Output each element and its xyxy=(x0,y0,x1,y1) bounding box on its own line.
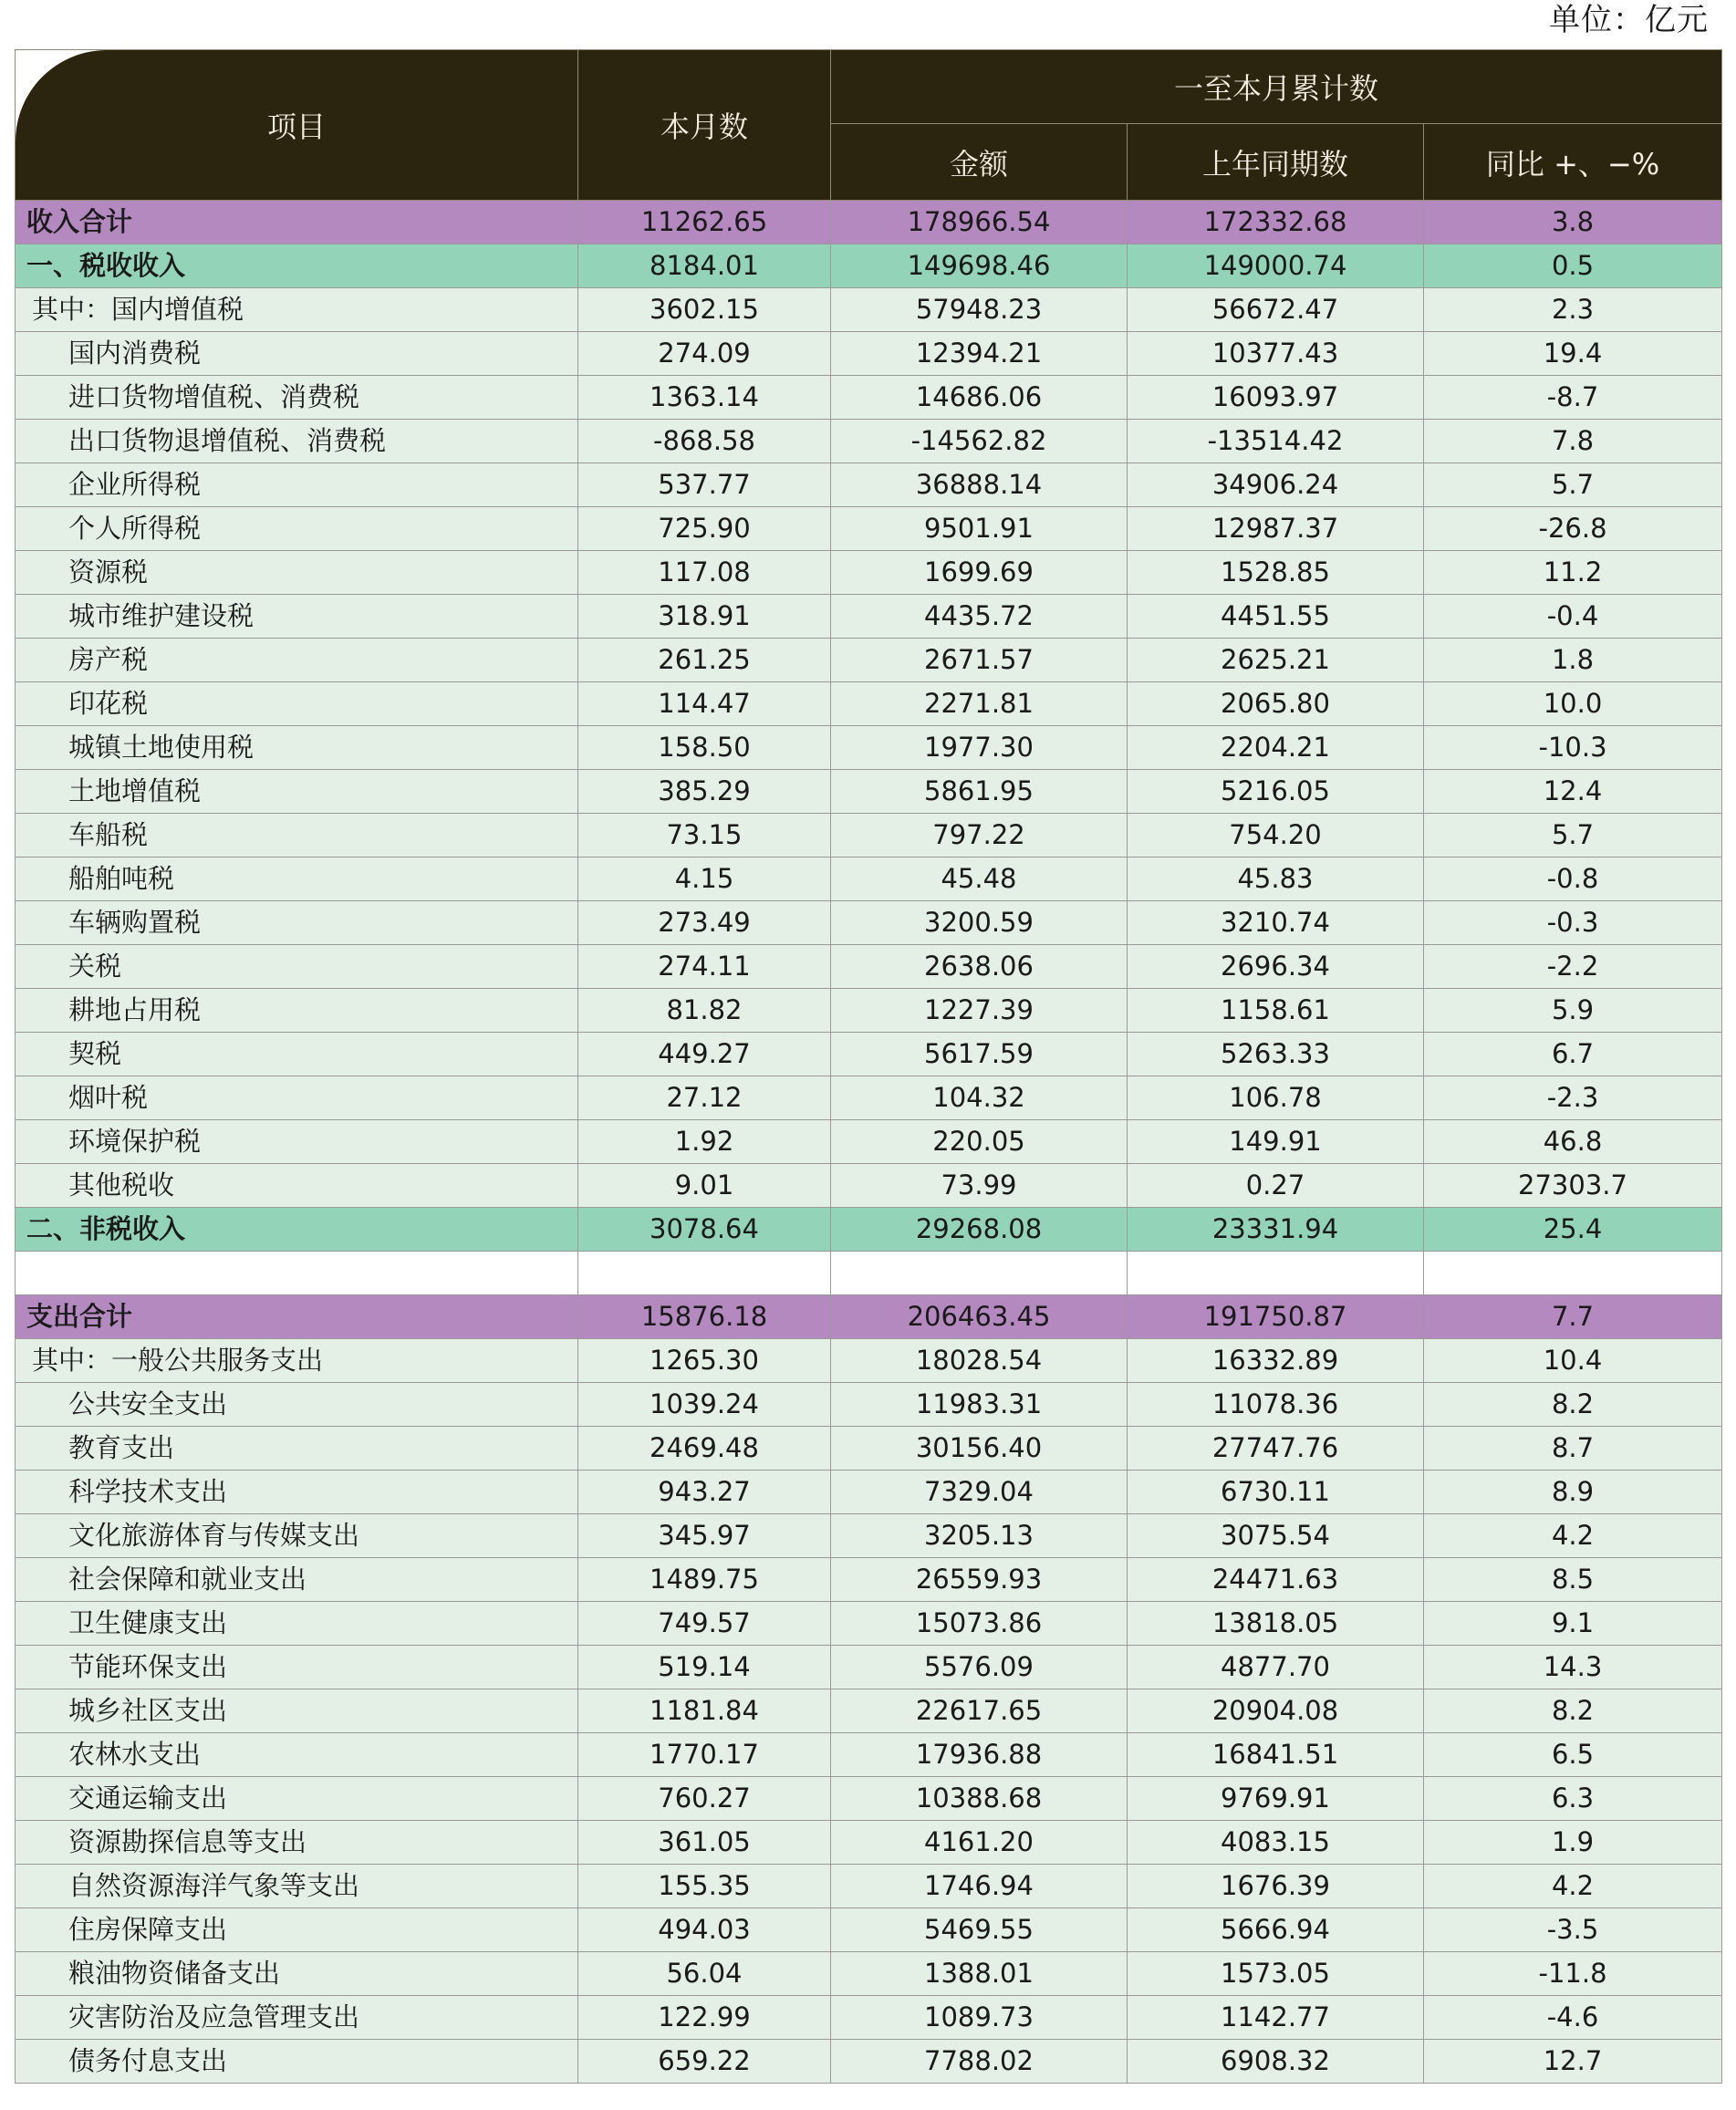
tax-item-row xyxy=(16,376,1722,420)
cell-last-year: 23331.94 xyxy=(1128,1208,1424,1252)
cell-yoy: 25.4 xyxy=(1424,1208,1722,1252)
cell-last-year: 1573.05 xyxy=(1128,1952,1424,1996)
table-body xyxy=(16,201,1722,2084)
row-name: 自然资源海洋气象等支出 xyxy=(16,1865,578,1908)
tax-item-row xyxy=(16,682,1722,726)
cell-last-year: 191750.87 xyxy=(1128,1295,1424,1339)
row-name: 国内消费税 xyxy=(16,332,578,376)
cell-last-year: 3210.74 xyxy=(1128,901,1424,945)
cell-last-year: 149.91 xyxy=(1128,1120,1424,1164)
cell-month: 519.14 xyxy=(578,1646,831,1689)
cell-month: 73.15 xyxy=(578,814,831,858)
expenditure-item-row xyxy=(16,1602,1722,1646)
cell-month: 760.27 xyxy=(578,1777,831,1821)
cell-yoy: -2.3 xyxy=(1424,1076,1722,1120)
row-name: 交通运输支出 xyxy=(16,1777,578,1821)
cell-yoy: 8.9 xyxy=(1424,1471,1722,1514)
cell-month: 4.15 xyxy=(578,858,831,901)
cell-month: 318.91 xyxy=(578,595,831,639)
cell-last-year: 16093.97 xyxy=(1128,376,1424,420)
cell-amount: 2638.06 xyxy=(831,945,1128,989)
cell-month: 749.57 xyxy=(578,1602,831,1646)
cell-amount: 797.22 xyxy=(831,814,1128,858)
cell-month: 274.09 xyxy=(578,332,831,376)
table-header xyxy=(16,50,1722,201)
cell-last-year: 1142.77 xyxy=(1128,1996,1424,2040)
expenditure-item-row xyxy=(16,1689,1722,1733)
cell-amount: -14562.82 xyxy=(831,420,1128,463)
cell-last-year: 1158.61 xyxy=(1128,989,1424,1033)
cell-last-year: 34906.24 xyxy=(1128,463,1424,507)
cell-amount: 7329.04 xyxy=(831,1471,1128,1514)
cell-month: -868.58 xyxy=(578,420,831,463)
cell-amount: 5469.55 xyxy=(831,1908,1128,1952)
row-name: 契税 xyxy=(16,1033,578,1076)
cell-yoy: -8.7 xyxy=(1424,376,1722,420)
row-name: 科学技术支出 xyxy=(16,1471,578,1514)
cell-yoy: 6.5 xyxy=(1424,1733,1722,1777)
cell-amount: 36888.14 xyxy=(831,463,1128,507)
cell-yoy: 8.2 xyxy=(1424,1383,1722,1427)
tax-item-row xyxy=(16,1033,1722,1076)
cell-month: 11262.65 xyxy=(578,201,831,244)
cell-month: 274.11 xyxy=(578,945,831,989)
tax-item-row xyxy=(16,1076,1722,1120)
cell-last-year: 106.78 xyxy=(1128,1076,1424,1120)
cell-yoy: 4.2 xyxy=(1424,1865,1722,1908)
cell-month: 1489.75 xyxy=(578,1558,831,1602)
cell-last-year: 24471.63 xyxy=(1128,1558,1424,1602)
expenditure-item-row xyxy=(16,1427,1722,1471)
expenditure-item-row xyxy=(16,2040,1722,2084)
expenditure-item-row xyxy=(16,1908,1722,1952)
expenditure-item-row xyxy=(16,1821,1722,1865)
cell-amount: 206463.45 xyxy=(831,1295,1128,1339)
tax-item-row xyxy=(16,945,1722,989)
cell-month: 345.97 xyxy=(578,1514,831,1558)
row-name: 烟叶税 xyxy=(16,1076,578,1120)
cell-yoy: 5.7 xyxy=(1424,463,1722,507)
row-name: 其他税收 xyxy=(16,1164,578,1208)
row-name: 个人所得税 xyxy=(16,507,578,551)
cell-amount: 3205.13 xyxy=(831,1514,1128,1558)
row-name: 其中：国内增值税 xyxy=(16,288,578,332)
cell-last-year: 2204.21 xyxy=(1128,726,1424,770)
cell-last-year: 149000.74 xyxy=(1128,244,1424,288)
row-name: 二、非税收入 xyxy=(16,1208,578,1252)
row-name: 支出合计 xyxy=(16,1295,578,1339)
tax-item-row xyxy=(16,288,1722,332)
cell-month: 1039.24 xyxy=(578,1383,831,1427)
cell-last-year: 2625.21 xyxy=(1128,639,1424,682)
cell-month: 1363.14 xyxy=(578,376,831,420)
cell-yoy: 5.7 xyxy=(1424,814,1722,858)
row-name: 企业所得税 xyxy=(16,463,578,507)
cell-yoy: 7.8 xyxy=(1424,420,1722,463)
cell-month: 725.90 xyxy=(578,507,831,551)
header-item: 项目 xyxy=(16,50,578,201)
unit-label: 单位：亿元 xyxy=(1549,2,1709,38)
cell-last-year: 5666.94 xyxy=(1128,1908,1424,1952)
cell-last-year: -13514.42 xyxy=(1128,420,1424,463)
cell-last-year: 1676.39 xyxy=(1128,1865,1424,1908)
cell-last-year: 6908.32 xyxy=(1128,2040,1424,2084)
cell-amount: 149698.46 xyxy=(831,244,1128,288)
cell-amount: 17936.88 xyxy=(831,1733,1128,1777)
cell-yoy: 46.8 xyxy=(1424,1120,1722,1164)
cell-amount: 1977.30 xyxy=(831,726,1128,770)
expenditure-item-row xyxy=(16,1646,1722,1689)
cell-last-year: 4083.15 xyxy=(1128,1821,1424,1865)
revenue-total-row xyxy=(16,201,1722,244)
cell-yoy: 2.3 xyxy=(1424,288,1722,332)
cell-amount: 2671.57 xyxy=(831,639,1128,682)
row-name: 其中：一般公共服务支出 xyxy=(16,1339,578,1383)
tax-item-row xyxy=(16,332,1722,376)
cell-amount: 1388.01 xyxy=(831,1952,1128,1996)
cell-last-year: 1528.85 xyxy=(1128,551,1424,595)
cell-yoy: 10.4 xyxy=(1424,1339,1722,1383)
row-name: 房产税 xyxy=(16,639,578,682)
cell-month: 2469.48 xyxy=(578,1427,831,1471)
cell-amount: 220.05 xyxy=(831,1120,1128,1164)
expenditure-total-row xyxy=(16,1295,1722,1339)
cell-last-year: 45.83 xyxy=(1128,858,1424,901)
tax-item-row xyxy=(16,551,1722,595)
cell-amount: 1089.73 xyxy=(831,1996,1128,2040)
cell-yoy: 8.2 xyxy=(1424,1689,1722,1733)
cell-last-year: 10377.43 xyxy=(1128,332,1424,376)
cell-last-year: 20904.08 xyxy=(1128,1689,1424,1733)
expenditure-item-row xyxy=(16,1558,1722,1602)
row-name: 住房保障支出 xyxy=(16,1908,578,1952)
cell-month: 1.92 xyxy=(578,1120,831,1164)
header-this-month: 本月数 xyxy=(578,50,831,201)
nontax-revenue-row xyxy=(16,1208,1722,1252)
tax-item-row xyxy=(16,858,1722,901)
cell-amount: 3200.59 xyxy=(831,901,1128,945)
row-name: 债务付息支出 xyxy=(16,2040,578,2084)
cell-last-year: 4451.55 xyxy=(1128,595,1424,639)
blank-separator-row xyxy=(16,1252,1722,1295)
cell-month: 1265.30 xyxy=(578,1339,831,1383)
cell-yoy: -0.8 xyxy=(1424,858,1722,901)
cell-month: 3602.15 xyxy=(578,288,831,332)
cell-last-year: 6730.11 xyxy=(1128,1471,1424,1514)
cell-amount: 104.32 xyxy=(831,1076,1128,1120)
cell-month: 15876.18 xyxy=(578,1295,831,1339)
cell-month: 9.01 xyxy=(578,1164,831,1208)
expenditure-item-row xyxy=(16,1996,1722,2040)
row-name: 粮油物资储备支出 xyxy=(16,1952,578,1996)
cell-month: 122.99 xyxy=(578,1996,831,2040)
cell-month: 273.49 xyxy=(578,901,831,945)
cell-last-year: 12987.37 xyxy=(1128,507,1424,551)
cell-last-year: 0.27 xyxy=(1128,1164,1424,1208)
cell-amount: 9501.91 xyxy=(831,507,1128,551)
cell-yoy: 1.9 xyxy=(1424,1821,1722,1865)
cell-last-year: 754.20 xyxy=(1128,814,1424,858)
cell-amount: 1227.39 xyxy=(831,989,1128,1033)
header-amount: 金额 xyxy=(831,124,1128,201)
cell-yoy: -10.3 xyxy=(1424,726,1722,770)
row-name: 城市维护建设税 xyxy=(16,595,578,639)
cell-yoy: 12.7 xyxy=(1424,2040,1722,2084)
tax-item-row xyxy=(16,507,1722,551)
cell-last-year: 4877.70 xyxy=(1128,1646,1424,1689)
row-name: 车辆购置税 xyxy=(16,901,578,945)
cell-last-year: 16332.89 xyxy=(1128,1339,1424,1383)
cell-month: 27.12 xyxy=(578,1076,831,1120)
row-name: 出口货物退增值税、消费税 xyxy=(16,420,578,463)
cell-yoy: 1.8 xyxy=(1424,639,1722,682)
cell-last-year: 16841.51 xyxy=(1128,1733,1424,1777)
tax-item-row xyxy=(16,1120,1722,1164)
cell-yoy: 27303.7 xyxy=(1424,1164,1722,1208)
cell-month: 943.27 xyxy=(578,1471,831,1514)
cell-last-year: 9769.91 xyxy=(1128,1777,1424,1821)
cell-amount: 10388.68 xyxy=(831,1777,1128,1821)
cell-amount: 14686.06 xyxy=(831,376,1128,420)
cell-amount: 18028.54 xyxy=(831,1339,1128,1383)
expenditure-item-row xyxy=(16,1952,1722,1996)
cell-amount: 15073.86 xyxy=(831,1602,1128,1646)
expenditure-item-row xyxy=(16,1383,1722,1427)
expenditure-item-row xyxy=(16,1865,1722,1908)
tax-item-row xyxy=(16,639,1722,682)
cell-amount: 5861.95 xyxy=(831,770,1128,814)
row-name: 卫生健康支出 xyxy=(16,1602,578,1646)
cell-month: 56.04 xyxy=(578,1952,831,1996)
expenditure-item-row xyxy=(16,1514,1722,1558)
cell-yoy: -2.2 xyxy=(1424,945,1722,989)
cell-yoy: 6.3 xyxy=(1424,1777,1722,1821)
row-name: 城镇土地使用税 xyxy=(16,726,578,770)
row-name: 资源勘探信息等支出 xyxy=(16,1821,578,1865)
tax-item-row xyxy=(16,1164,1722,1208)
header-yoy: 同比 +、−% xyxy=(1424,124,1722,201)
cell-amount: 5576.09 xyxy=(831,1646,1128,1689)
cell-last-year: 56672.47 xyxy=(1128,288,1424,332)
header-cumulative: 一至本月累计数 xyxy=(831,50,1722,124)
cell-last-year: 172332.68 xyxy=(1128,201,1424,244)
cell-last-year: 5216.05 xyxy=(1128,770,1424,814)
row-name: 社会保障和就业支出 xyxy=(16,1558,578,1602)
cell-amount: 30156.40 xyxy=(831,1427,1128,1471)
cell-amount: 1699.69 xyxy=(831,551,1128,595)
cell-yoy: 11.2 xyxy=(1424,551,1722,595)
row-name: 关税 xyxy=(16,945,578,989)
row-name: 船舶吨税 xyxy=(16,858,578,901)
cell-amount: 26559.93 xyxy=(831,1558,1128,1602)
cell-month: 1770.17 xyxy=(578,1733,831,1777)
header-last-year: 上年同期数 xyxy=(1128,124,1424,201)
cell-month: 261.25 xyxy=(578,639,831,682)
cell-amount: 12394.21 xyxy=(831,332,1128,376)
row-name: 教育支出 xyxy=(16,1427,578,1471)
cell-yoy: -3.5 xyxy=(1424,1908,1722,1952)
cell-amount: 5617.59 xyxy=(831,1033,1128,1076)
row-name: 耕地占用税 xyxy=(16,989,578,1033)
cell-last-year: 5263.33 xyxy=(1128,1033,1424,1076)
row-name: 一、税收收入 xyxy=(16,244,578,288)
cell-month: 385.29 xyxy=(578,770,831,814)
cell-amount: 4161.20 xyxy=(831,1821,1128,1865)
cell-month: 1181.84 xyxy=(578,1689,831,1733)
cell-yoy: 14.3 xyxy=(1424,1646,1722,1689)
fiscal-table-container xyxy=(15,49,1721,2084)
tax-item-row xyxy=(16,989,1722,1033)
tax-item-row xyxy=(16,420,1722,463)
tax-item-row xyxy=(16,770,1722,814)
cell-last-year: 2696.34 xyxy=(1128,945,1424,989)
expenditure-item-row xyxy=(16,1339,1722,1383)
tax-item-row xyxy=(16,595,1722,639)
cell-month: 449.27 xyxy=(578,1033,831,1076)
row-name: 节能环保支出 xyxy=(16,1646,578,1689)
cell-amount: 29268.08 xyxy=(831,1208,1128,1252)
row-name: 进口货物增值税、消费税 xyxy=(16,376,578,420)
cell-last-year: 3075.54 xyxy=(1128,1514,1424,1558)
fiscal-table xyxy=(15,49,1722,2084)
tax-item-row xyxy=(16,463,1722,507)
cell-amount: 45.48 xyxy=(831,858,1128,901)
cell-yoy: 19.4 xyxy=(1424,332,1722,376)
cell-yoy: -0.3 xyxy=(1424,901,1722,945)
cell-amount: 22617.65 xyxy=(831,1689,1128,1733)
tax-item-row xyxy=(16,901,1722,945)
cell-yoy: 6.7 xyxy=(1424,1033,1722,1076)
cell-month: 81.82 xyxy=(578,989,831,1033)
cell-amount: 1746.94 xyxy=(831,1865,1128,1908)
row-name: 灾害防治及应急管理支出 xyxy=(16,1996,578,2040)
cell-month: 8184.01 xyxy=(578,244,831,288)
cell-month: 114.47 xyxy=(578,682,831,726)
tax-item-row xyxy=(16,726,1722,770)
row-name: 农林水支出 xyxy=(16,1733,578,1777)
expenditure-item-row xyxy=(16,1733,1722,1777)
cell-yoy: 10.0 xyxy=(1424,682,1722,726)
cell-month: 3078.64 xyxy=(578,1208,831,1252)
row-name: 车船税 xyxy=(16,814,578,858)
row-name: 资源税 xyxy=(16,551,578,595)
cell-last-year: 13818.05 xyxy=(1128,1602,1424,1646)
cell-yoy: 4.2 xyxy=(1424,1514,1722,1558)
cell-yoy: -4.6 xyxy=(1424,1996,1722,2040)
cell-month: 155.35 xyxy=(578,1865,831,1908)
expenditure-item-row xyxy=(16,1471,1722,1514)
cell-yoy: 12.4 xyxy=(1424,770,1722,814)
cell-month: 117.08 xyxy=(578,551,831,595)
cell-yoy: 8.5 xyxy=(1424,1558,1722,1602)
cell-yoy: 5.9 xyxy=(1424,989,1722,1033)
cell-yoy: 3.8 xyxy=(1424,201,1722,244)
expenditure-item-row xyxy=(16,1777,1722,1821)
cell-yoy: 9.1 xyxy=(1424,1602,1722,1646)
cell-yoy: -26.8 xyxy=(1424,507,1722,551)
row-name: 收入合计 xyxy=(16,201,578,244)
cell-amount: 73.99 xyxy=(831,1164,1128,1208)
row-name: 土地增值税 xyxy=(16,770,578,814)
row-name: 城乡社区支出 xyxy=(16,1689,578,1733)
cell-yoy: -0.4 xyxy=(1424,595,1722,639)
cell-amount: 7788.02 xyxy=(831,2040,1128,2084)
cell-amount: 11983.31 xyxy=(831,1383,1128,1427)
cell-amount: 178966.54 xyxy=(831,201,1128,244)
cell-month: 537.77 xyxy=(578,463,831,507)
cell-last-year: 27747.76 xyxy=(1128,1427,1424,1471)
cell-yoy: 0.5 xyxy=(1424,244,1722,288)
row-name: 文化旅游体育与传媒支出 xyxy=(16,1514,578,1558)
cell-month: 158.50 xyxy=(578,726,831,770)
cell-month: 361.05 xyxy=(578,1821,831,1865)
row-name: 公共安全支出 xyxy=(16,1383,578,1427)
cell-amount: 2271.81 xyxy=(831,682,1128,726)
cell-last-year: 11078.36 xyxy=(1128,1383,1424,1427)
cell-yoy: 8.7 xyxy=(1424,1427,1722,1471)
cell-month: 494.03 xyxy=(578,1908,831,1952)
tax-revenue-row xyxy=(16,244,1722,288)
tax-item-row xyxy=(16,814,1722,858)
cell-yoy: -11.8 xyxy=(1424,1952,1722,1996)
cell-amount: 57948.23 xyxy=(831,288,1128,332)
row-name: 印花税 xyxy=(16,682,578,726)
cell-month: 659.22 xyxy=(578,2040,831,2084)
cell-last-year: 2065.80 xyxy=(1128,682,1424,726)
cell-yoy: 7.7 xyxy=(1424,1295,1722,1339)
row-name: 环境保护税 xyxy=(16,1120,578,1164)
cell-amount: 4435.72 xyxy=(831,595,1128,639)
